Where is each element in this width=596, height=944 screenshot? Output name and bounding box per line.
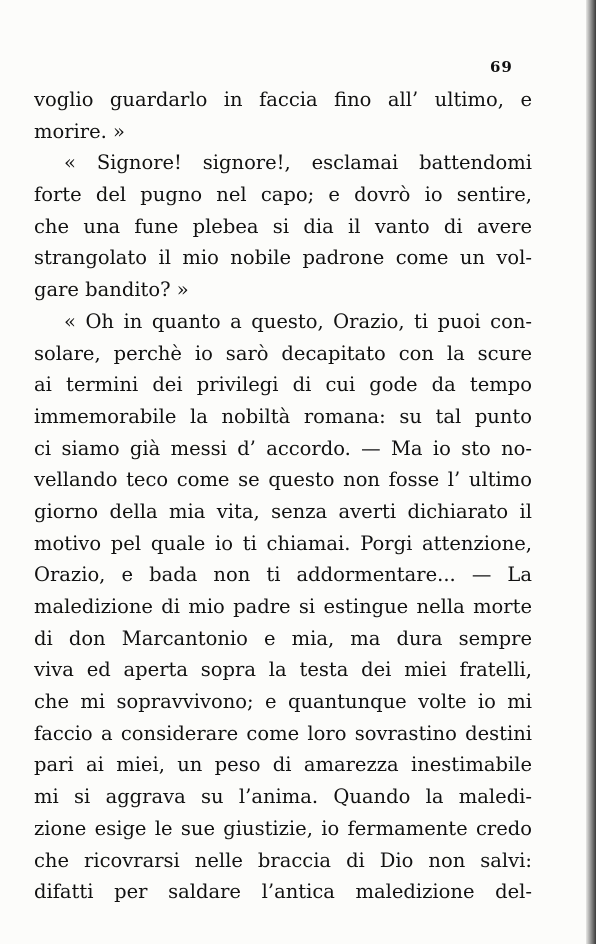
text-line: forte del pugno nel capo; e dovrò io sentire,	[34, 183, 532, 207]
text-line: immemorabile la nobiltà romana: su tal punto	[34, 404, 532, 428]
text-line: faccio a considerare come loro sovrastino destini	[34, 721, 532, 745]
text-line: voglio guardarlo in faccia fino all’ ultimo, e	[34, 88, 532, 111]
text-line: mi si aggrava su l’anima. Quando la maledi-	[34, 785, 532, 809]
text-line: di don Marcantonio e mia, ma dura sempre	[34, 626, 532, 650]
text-line: maledizione di mio padre si estingue nella morte	[34, 595, 532, 618]
text-line: pari ai miei, un peso di amarezza inestimabile	[34, 753, 532, 777]
page-text-body	[34, 84, 532, 908]
text-line: viva ed aperta sopra la testa dei miei fratelli,	[34, 658, 532, 682]
text-line: zione esige le sue giustizie, io fermamente credo	[34, 816, 532, 840]
page-number: 69	[490, 58, 513, 76]
text-line: ai termini dei privilegi di cui gode da tempo	[34, 373, 532, 397]
text-line: « Oh in quanto a questo, Orazio, ti puoi con-	[64, 309, 532, 333]
text-line: morire. »	[34, 119, 125, 143]
text-line: ci siamo già messi d’ accordo. — Ma io sto no-	[34, 436, 532, 460]
text-line: giorno della mia vita, senza averti dichiarato il	[34, 499, 532, 523]
text-line: vellando teco come se questo non fosse l’ ultimo	[34, 468, 532, 492]
text-line: che una fune plebea si dia il vanto di avere	[34, 214, 532, 238]
text-line: « Signore! signore!, esclamai battendomi	[64, 151, 532, 175]
text-line: motivo pel quale io ti chiamai. Porgi attenzione,	[34, 531, 532, 555]
text-line: Orazio, e bada non ti addormentare... — La	[34, 563, 532, 587]
text-line: difatti per saldare l’antica maledizione del-	[34, 880, 532, 904]
text-line: gare bandito? »	[34, 278, 189, 302]
text-line: che mi sopravvivono; e quantunque volte io mi	[34, 690, 532, 714]
text-line: strangolato il mio nobile padrone come un vol-	[34, 246, 532, 270]
text-line: che ricovrarsi nelle braccia di Dio non salvi:	[34, 848, 532, 872]
text-line: solare, perchè io sarò decapitato con la scure	[34, 341, 532, 365]
page-binding-edge	[586, 0, 596, 944]
